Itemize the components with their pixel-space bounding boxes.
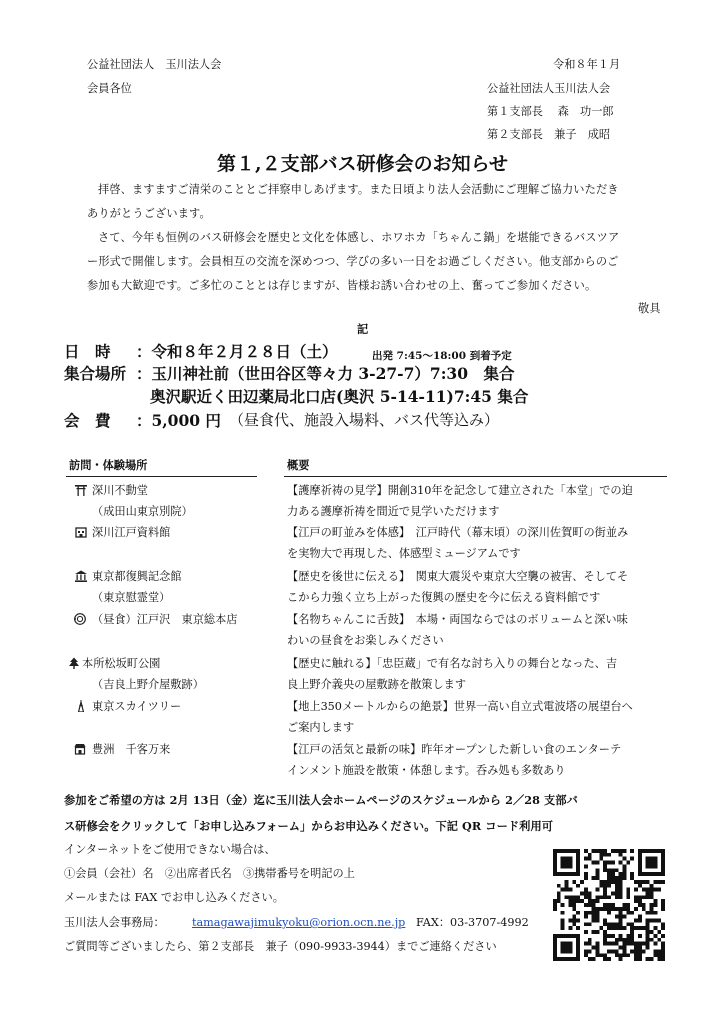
meal-icon [74, 613, 86, 625]
issuer-branch1: 第１支部長 森 功一郎 [487, 105, 614, 118]
summary-line: 【護摩祈祷の見学】開創310年を記念して建立された「本堂」での迫 [287, 484, 633, 497]
place-sub: （吉良上野介屋敷跡） [92, 678, 204, 691]
intro-line-2: ありがとうございます。 [87, 207, 211, 220]
intro-line-1: 拝啓、ますますご清栄のこととご拝察申しあげます。また日頃より法人会活動にご理解ご協力いただき [98, 183, 619, 196]
apply-line-5: メールまたは FAX でお申し込みください。 [64, 891, 284, 904]
summary-line: 良上野介義央の屋敷跡を散策します [287, 678, 467, 691]
place-2: 奥沢駅近く田辺薬局北口店(奥沢 5-14-11)7:45 集合 [150, 387, 529, 406]
summary-line: ご案内します [287, 721, 355, 734]
col-heading-place: 訪問・体験場所 [69, 458, 148, 472]
ki-heading: 記 [357, 322, 369, 336]
summary-line: 【江戸の活気と最新の味】昨年オープンした新しい食のエンターテ [287, 743, 622, 756]
col-underline-summary [284, 476, 667, 477]
apply-line-1: 参加をご希望の方は 2月 13日（金）迄に玉川法人会ホームページのスケジュールから 2／28 支部バ [64, 793, 578, 807]
summary-line: インメント施設を散策・体憩します。呑み処も多数あり [287, 764, 566, 777]
sender-org: 公益社団法人 玉川法人会 [87, 58, 222, 71]
apply-line-4: ①会員（会社）名 ②出席者氏名 ③携帯番号を明記の上 [64, 867, 355, 880]
date-note: 出発 7:45〜18:00 到着予定 [372, 350, 512, 362]
issuer-branch2: 第２支部長 兼子 成昭 [487, 128, 611, 141]
date-label: 日 時 [64, 342, 111, 361]
contact-line: ご質問等ございましたら、第２支部長 兼子（090-9933-3944）までご連絡ください [64, 940, 497, 953]
summary-line: を実物大で再現した、体感型ミュージアムです [287, 547, 521, 560]
email-link[interactable]: tamagawajimukyoku@orion.ocn.ne.jp [192, 916, 406, 929]
place-name: 深川不動堂 [92, 484, 148, 497]
summary-line: わいの昼食をお楽しみください [287, 634, 444, 647]
summary-line: 【江戸の町並みを体感】 江戸時代（幕末頃）の深川佐賀町の街並み [287, 526, 629, 539]
place-name: 本所松坂町公園 [82, 657, 161, 670]
closing: 敬具 [638, 302, 661, 315]
apply-line-2: ス研修会をクリックして「お申し込みフォーム」からお申込みください。下記 QR コード利用可 [64, 819, 554, 833]
place-name: （昼食）江戸沢 東京総本店 [92, 613, 238, 626]
col-underline-place [66, 476, 257, 477]
place-name: 深川江戸資料館 [92, 526, 171, 539]
summary-line: 【名物ちゃんこに舌鼓】 本場・両国ならではのボリュームと深い味 [287, 613, 628, 626]
fee-value: ：5,000 円 [136, 411, 221, 430]
issue-date: 令和８年１月 [553, 58, 621, 71]
date-value: ：令和８年２月２８日（土） [136, 342, 338, 361]
office-label: 玉川法人会事務局： [64, 916, 165, 929]
fax-number: FAX：03-3707-4992 [416, 916, 529, 929]
qr-code-image[interactable] [553, 849, 665, 961]
issuer-org: 公益社団法人玉川法人会 [487, 82, 611, 95]
place-name: 豊洲 千客万来 [92, 743, 171, 756]
place-name: 東京スカイツリー [92, 700, 182, 713]
summary-line: 【地上350メートルからの絶景】世界一高い自立式電波塔の展望台へ [287, 700, 633, 713]
memorial-icon [75, 570, 87, 582]
summary-line: こから力強く立ち上がった復興の歴史を今に伝える資料館です [287, 591, 601, 604]
intro-line-4: ー形式で開催します。会員相互の交流を深めつつ、学びの多い一日をお過ごしください。他支部からのご [87, 255, 619, 268]
place-label: 集合場所 [64, 364, 127, 383]
place-sub: （東京慰霊堂） [92, 591, 171, 604]
tower-icon [75, 700, 87, 712]
place-name: 東京都復興記念館 [92, 570, 182, 583]
fee-note: （昼食代、施設入場料、バス代等込み） [229, 411, 500, 429]
torii-icon [75, 484, 87, 496]
intro-line-3: さて、今年も恒例のバス研修会を歴史と文化を体感し、ホワホカ「ちゃんこ鍋」を堪能できるバスツア [98, 231, 620, 244]
col-heading-summary: 概要 [287, 458, 310, 472]
park-icon [68, 657, 80, 669]
fee-label: 会 費 [64, 411, 111, 430]
summary-line: 【歴史に触れる】「忠臣蔵」で有名な討ち入りの舞台となった、吉 [287, 657, 618, 670]
apply-line-3: インターネットをご使用できない場合は、 [64, 843, 276, 856]
summary-line: 【歴史を後世に伝える】 関東大震災や東京大空襲の被害、そしてそ [287, 570, 629, 583]
summary-line: 力ある護摩祈祷を間近で見学いただけます [287, 505, 500, 518]
recipient: 会員各位 [87, 82, 132, 95]
intro-line-5: 参加も大歓迎です。ご多忙のこととは存じますが、皆様お誘い合わせの上、奮ってご参加ください。 [87, 279, 597, 292]
page-title: 第１,２支部バス研修会のお知らせ [217, 153, 509, 175]
market-icon [74, 743, 86, 755]
place-1: ：玉川神社前（世田谷区等々力 3-27-7）7:30 集合 [136, 364, 515, 383]
place-sub: （成田山東京別院） [92, 505, 193, 518]
museum-icon [75, 526, 87, 538]
